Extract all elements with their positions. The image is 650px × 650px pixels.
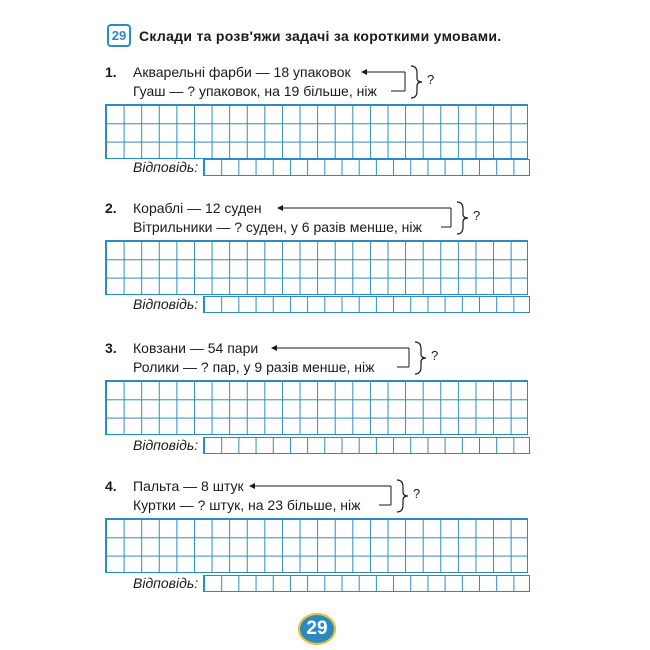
exercise-instruction: Склади та розв'яжи задачі за короткими умовами.: [139, 27, 502, 44]
page-number-badge: 29: [298, 613, 336, 645]
bracket-arrow-icon: [105, 478, 535, 518]
task-condition-line-2: Ролики — ? пар, у 9 разів менше, ніж: [133, 359, 375, 375]
answer-field[interactable]: [203, 159, 530, 176]
task-condition-line-2: Вітрильники — ? суден, у 6 разів менше, ніж: [133, 219, 422, 235]
bracket-arrow-icon: [105, 64, 535, 104]
question-mark: ?: [431, 348, 439, 363]
task-condition-line-1: Акварельні фарби — 18 упаковок: [133, 64, 351, 80]
question-mark: ?: [413, 486, 421, 501]
bracket-arrow-icon: [105, 340, 535, 380]
exercise-header: [107, 24, 501, 47]
task-number: 4.: [105, 478, 117, 494]
math-grid[interactable]: [105, 104, 528, 159]
task-number: 2.: [105, 200, 117, 216]
task-condition-line-2: Гуаш — ? упаковок, на 19 більше, ніж: [133, 83, 377, 99]
answer-field[interactable]: [203, 575, 530, 592]
question-mark: ?: [427, 72, 435, 87]
math-grid[interactable]: [105, 240, 528, 295]
task-condition-line-1: Пальта — 8 штук: [133, 478, 244, 494]
answer-field[interactable]: [203, 437, 530, 454]
answer-label: Відповідь:: [133, 575, 199, 591]
math-grid[interactable]: [105, 380, 528, 435]
question-mark: ?: [473, 208, 481, 223]
answer-label: Відповідь:: [133, 437, 199, 453]
task-number: 3.: [105, 340, 117, 356]
task-number: 1.: [105, 64, 117, 80]
bracket-arrow-icon: [105, 200, 535, 240]
answer-field[interactable]: [203, 296, 530, 313]
answer-label: Відповідь:: [133, 159, 199, 175]
task-condition-line-1: Ковзани — 54 пари: [133, 340, 259, 356]
math-grid[interactable]: [105, 518, 528, 573]
answer-label: Відповідь:: [133, 296, 199, 312]
task-condition-line-1: Кораблі — 12 суден: [133, 200, 262, 216]
exercise-number-badge: 29: [107, 24, 131, 47]
task-condition-line-2: Куртки — ? штук, на 23 більше, ніж: [133, 497, 361, 513]
